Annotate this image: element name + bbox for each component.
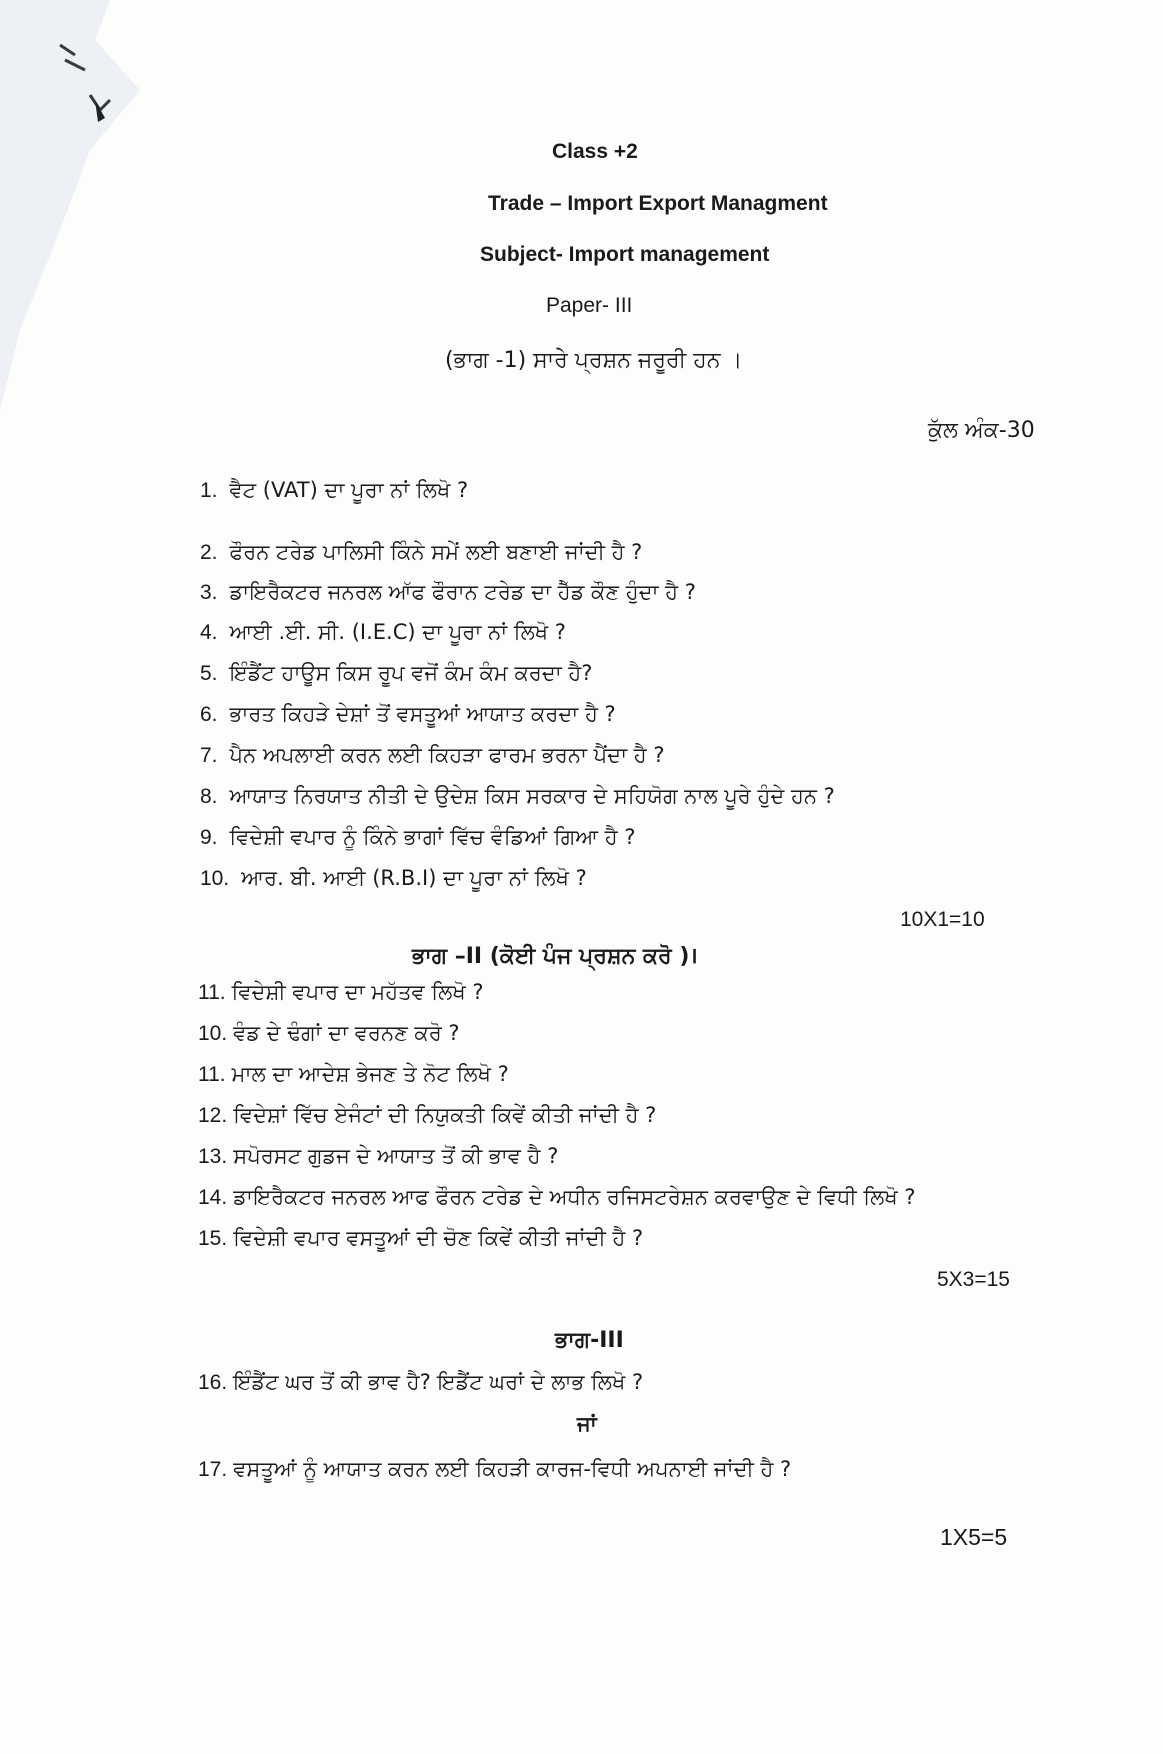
question-item: 10. ਵੰਡ ਦੇ ਢੰਗਾਂ ਦਾ ਵਰਨਣ ਕਰੋ ? [198, 1021, 460, 1045]
question-item: 12. ਵਿਦੇਸ਼ਾਂ ਵਿੱਚ ਏਜੰਟਾਂ ਦੀ ਨਿਯੁਕਤੀ ਕਿਵੇਂ ਕੀਤੀ ਜਾਂਦੀ ਹੈ ? [198, 1103, 657, 1127]
question-item: 17. ਵਸਤੂਆਂ ਨੂੰ ਆਯਾਤ ਕਰਨ ਲਈ ਕਿਹੜੀ ਕਾਰਜ-ਵਿਧੀ ਅਪਨਾਈ ਜਾਂਦੀ ਹੈ ? [198, 1457, 792, 1481]
question-item: 4. ਆਈ .ਈ. ਸੀ. (I.E.C) ਦਾ ਪੂਰਾ ਨਾਂ ਲਿਖੋ ? [200, 620, 566, 644]
part1-marks: 10X1=10 [900, 908, 985, 931]
question-item: 14. ਡਾਇਰੈਕਟਰ ਜਨਰਲ ਆਫ ਫੌਰਨ ਟਰੇਡ ਦੇ ਅਧੀਨ ਰਜਿਸਟਰੇਸ਼ਨ ਕਰਵਾਉਣ ਦੇ ਵਿਧੀ ਲਿਖੋ ? [198, 1185, 916, 1209]
total-marks: ਕੁੱਲ ਅੰਕ-30 [928, 418, 1035, 443]
part1-instruction: (ਭਾਗ -1) ਸਾਰੇ ਪ੍ਰਸ਼ਨ ਜਰੂਰੀ ਹਨ । [445, 348, 743, 373]
class-label: Class +2 [552, 140, 638, 163]
question-item: 6. ਭਾਰਤ ਕਿਹੜੇ ਦੇਸ਼ਾਂ ਤੋਂ ਵਸਤੂਆਂ ਆਯਾਤ ਕਰਦਾ ਹੈ ? [200, 702, 616, 726]
question-item: 3. ਡਾਇਰੈਕਟਰ ਜਨਰਲ ਆੱਫ ਫੌਰਾਨ ਟਰੇਡ ਦਾ ਹੈੱਡ ਕੌਣ ਹੁੰਦਾ ਹੈ ? [200, 580, 696, 604]
question-item: 2. ਫੌਰਨ ਟਰੇਡ ਪਾਲਿਸੀ ਕਿੰਨੇ ਸਮੇਂ ਲਈ ਬਣਾਈ ਜਾਂਦੀ ਹੈ ? [200, 540, 643, 564]
question-item: 13. ਸਪੋਰਸਟ ਗੁਡਜ ਦੇ ਆਯਾਤ ਤੋਂ ਕੀ ਭਾਵ ਹੈ ? [198, 1144, 559, 1168]
question-item: 8. ਆਯਾਤ ਨਿਰਯਾਤ ਨੀਤੀ ਦੇ ਉਦੇਸ਼ ਕਿਸ ਸਰਕਾਰ ਦੇ ਸਹਿਯੋਗ ਨਾਲ ਪੂਰੇ ਹੁੰਦੇ ਹਨ ? [200, 784, 835, 808]
question-item: 11. ਮਾਲ ਦਾ ਆਦੇਸ਼ ਭੇਜਣ ਤੇ ਨੋਟ ਲਿਖੋ ? [198, 1062, 509, 1086]
question-item: 10. ਆਰ. ਬੀ. ਆਈ (R.B.I) ਦਾ ਪੂਰਾ ਨਾਂ ਲਿਖੋ ? [200, 866, 587, 890]
part3-heading: ਭਾਗ-III [555, 1328, 624, 1353]
torn-corner-mark [0, 0, 180, 420]
question-item: 9. ਵਿਦੇਸ਼ੀ ਵਪਾਰ ਨੂੰ ਕਿੰਨੇ ਭਾਗਾਂ ਵਿੱਚ ਵੰਡਿਆਂ ਗਿਆ ਹੈ ? [200, 825, 636, 849]
subject-label: Subject- Import management [480, 243, 770, 266]
or-separator: ਜਾਂ [577, 1412, 597, 1436]
part3-marks: 1X5=5 [940, 1524, 1008, 1550]
question-item: 11. ਵਿਦੇਸ਼ੀ ਵਪਾਰ ਦਾ ਮਹੱਤਵ ਲਿਖੋ ? [198, 980, 484, 1004]
question-item: 7. ਪੈਨ ਅਪਲਾਈ ਕਰਨ ਲਈ ਕਿਹੜਾ ਫਾਰਮ ਭਰਨਾ ਪੈਂਦਾ ਹੈ ? [200, 743, 665, 767]
question-item: 15. ਵਿਦੇਸ਼ੀ ਵਪਾਰ ਵਸਤੂਆਂ ਦੀ ਚੋਣ ਕਿਵੇਂ ਕੀਤੀ ਜਾਂਦੀ ਹੈ ? [198, 1226, 644, 1250]
question-item: 1. ਵੈਟ (VAT) ਦਾ ਪੂਰਾ ਨਾਂ ਲਿਖੋ ? [200, 478, 469, 502]
part2-marks: 5X3=15 [937, 1268, 1010, 1291]
paper-label: Paper- III [546, 294, 633, 317]
trade-label: Trade – Import Export Managment [488, 192, 828, 215]
question-item: 16. ਇੰਡੈਂਟ ਘਰ ਤੋਂ ਕੀ ਭਾਵ ਹੈ? ਇਡੈਂਟ ਘਰਾਂ ਦੇ ਲਾਭ ਲਿਖੋ ? [198, 1370, 644, 1394]
part2-heading: ਭਾਗ –II (ਕੋਈ ਪੰਜ ਪ੍ਰਸ਼ਨ ਕਰੋ )। [412, 944, 698, 969]
question-item: 5. ਇੰਡੈਂਟ ਹਾਊਸ ਕਿਸ ਰੂਪ ਵਜੋਂ ਕੰਮ ਕੰਮ ਕਰਦਾ ਹੈ? [200, 661, 593, 685]
